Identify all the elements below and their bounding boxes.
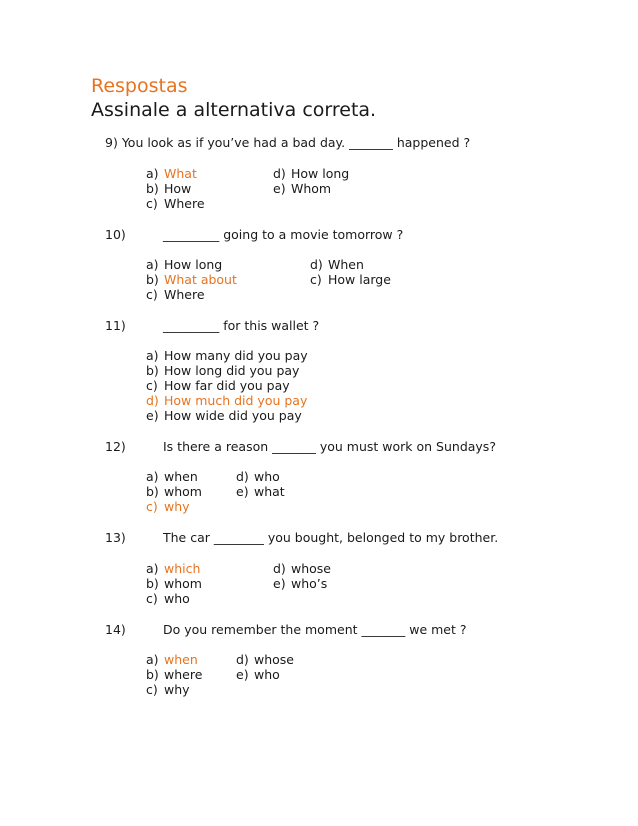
option-12e: e) what (236, 484, 285, 499)
question-number: 10) (105, 227, 126, 242)
option-9b: b) How (146, 181, 192, 196)
option-10b: b) What about (146, 272, 237, 287)
option-9a: a) What (146, 166, 197, 181)
option-10a: a) How long (146, 257, 223, 272)
option-10d: d) When (310, 257, 364, 272)
option-13b: b) whom (146, 576, 202, 591)
option-12b: b) whom (146, 484, 202, 499)
question-13 (105, 530, 126, 545)
question-number: 11) (105, 318, 126, 333)
option-10e: c) How large (310, 272, 391, 287)
question-text: You look as if you’ve had a bad day. _______ happened ? (121, 135, 471, 150)
page-heading (91, 74, 376, 122)
question-number: 13) (105, 530, 126, 545)
option-14a: a) when (146, 652, 198, 667)
option-12c: c) why (146, 499, 190, 514)
option-11a: a) How many did you pay (146, 348, 308, 363)
option-13a: a) which (146, 561, 201, 576)
option-13e: e) who’s (273, 576, 328, 591)
option-14d: d) whose (236, 652, 294, 667)
question-11 (105, 318, 126, 333)
question-10 (105, 227, 126, 242)
question-9 (105, 135, 470, 150)
option-10c: c) Where (146, 287, 205, 302)
option-13d: d) whose (273, 561, 331, 576)
question-text: _________ going to a movie tomorrow ? (163, 227, 404, 242)
option-9c: c) Where (146, 196, 205, 211)
option-11c: c) How far did you pay (146, 378, 290, 393)
option-12a: a) when (146, 469, 198, 484)
option-14e: e) who (236, 667, 280, 682)
question-text: _________ for this wallet ? (163, 318, 320, 333)
question-text: Do you remember the moment _______ we met ? (163, 622, 467, 637)
option-14b: b) where (146, 667, 203, 682)
option-12d: d) who (236, 469, 280, 484)
page-subtitle: Assinale a alternativa correta. (91, 99, 377, 121)
question-number: 9) (105, 135, 118, 150)
question-12 (105, 439, 126, 454)
option-13c: c) who (146, 591, 190, 606)
option-9e: e) Whom (273, 181, 332, 196)
question-number: 14) (105, 622, 126, 637)
option-9d: d) How long (273, 166, 350, 181)
option-11e: e) How wide did you pay (146, 408, 302, 423)
question-text: The car ________ you bought, belonged to my brother. (163, 530, 499, 545)
option-11b: b) How long did you pay (146, 363, 300, 378)
page-title: Respostas (91, 75, 188, 97)
question-text: Is there a reason _______ you must work on Sundays? (163, 439, 496, 454)
option-14c: c) why (146, 682, 190, 697)
option-11d: d) How much did you pay (146, 393, 308, 408)
question-number: 12) (105, 439, 126, 454)
question-14 (105, 622, 126, 637)
